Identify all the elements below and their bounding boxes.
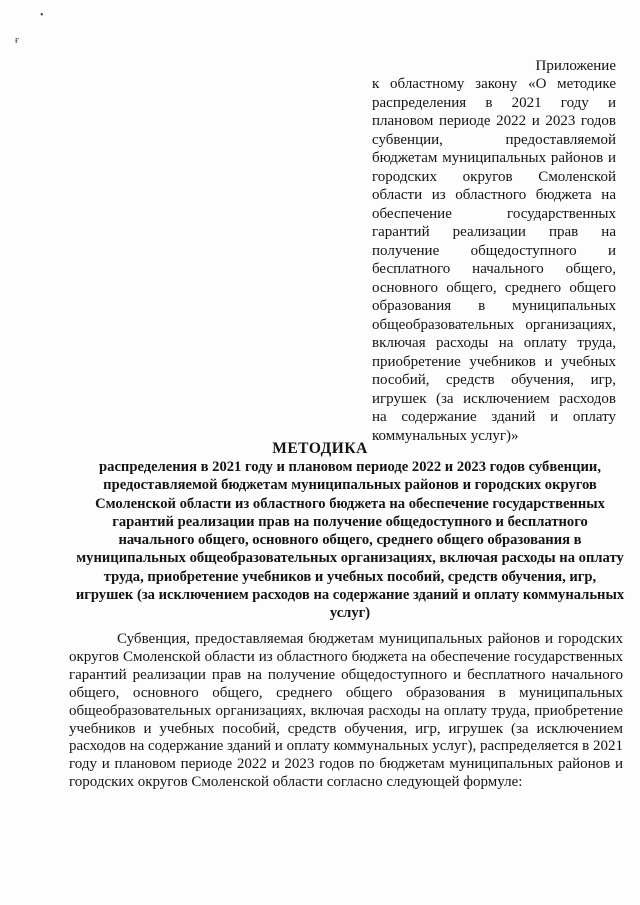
scan-speck: • xyxy=(40,10,44,21)
appendix-header xyxy=(372,57,616,445)
appendix-title: Приложение xyxy=(535,58,616,74)
appendix-text: к областному закону «О методике распределения в 2021 году и плановом периоде 2022 и 2023 годов субвенции, предоставляемой бюджетам муниципальных районов и городских округов Смоленской области из областного бюджета на обеспечение государственных гарантий реализации прав на получение общедоступного и бесплатного начального общего, основного общего, среднего общего образования в муниципальных общеобразовательных организациях, включая расходы на оплату труда, приобретение учебников и учебных пособий, средств обучения, игр, игрушек (за исключением расходов на содержание зданий и оплату коммунальных услуг)» xyxy=(372,76,616,444)
body-paragraph: Субвенция, предоставляемая бюджетам муниципальных районов и городских округов Смоленской области из областного бюджета на обеспечение государственных гарантий реализации прав на получение общедоступного и бесплатного начального общего, основного общего, среднего общего образования в муниципальных общеобразовательных организациях, включая расходы на оплату труда, приобретение учебников и учебных пособий, средств обучения, игр, игрушек (за исключением расходов на содержание зданий и оплату коммунальных услуг), распределяется в 2021 году и плановом периоде 2022 и 2023 годов по бюджетам муниципальных районов и городских округов Смоленской области согласно следующей формуле: xyxy=(69,631,623,791)
document-title: МЕТОДИКА xyxy=(272,440,368,457)
scan-mark: ғ xyxy=(15,35,20,46)
document-subtitle: распределения в 2021 году и плановом периоде 2022 и 2023 годов субвенции, предоставляемой бюджетам муниципальных районов и городских округов Смоленской области из областного бюджета на обеспечение государственных гарантий реализации прав на получение общедоступного и бесплатного начального общего, основного общего, среднего общего образования в муниципальных общеобразовательных организациях, включая расходы на оплату труда, приобретение учебников и учебных пособий, средств обучения, игр, игрушек (за исключением расходов на содержание зданий и оплату коммунальных услуг) xyxy=(75,459,625,622)
